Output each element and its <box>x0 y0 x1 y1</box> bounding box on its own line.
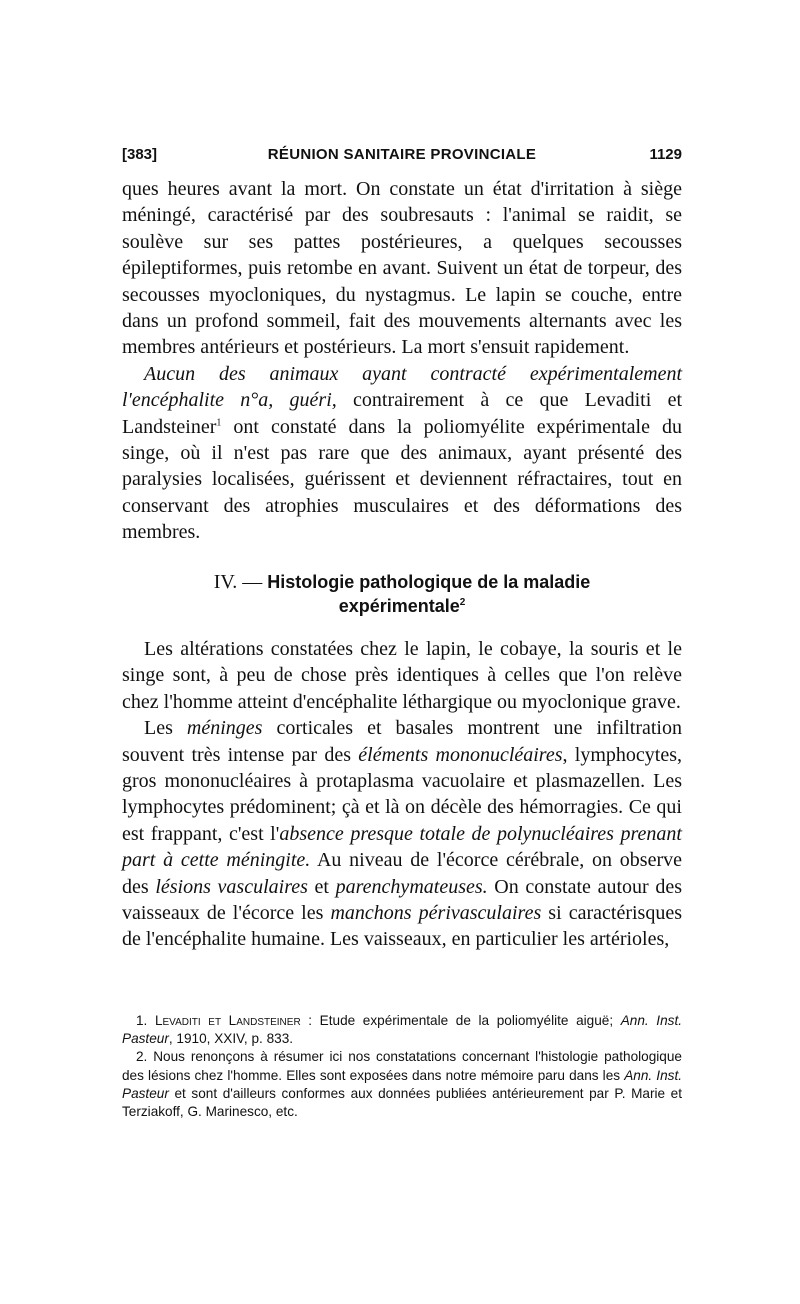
p4-text-4: Au niveau de l'écorce cérébrale, on observe des <box>122 849 682 898</box>
footnote-1-number: 1. <box>136 1013 148 1028</box>
footnote-1-text-b: , 1910, XXIV, p. 833. <box>168 1031 294 1047</box>
body-text-top <box>122 176 682 546</box>
paragraph-3: Les altérations constatées chez le lapin, le cobaye, la souris et le singe sont, à peu de chose près identiques à celles que l'on relève chez l'homme atteint d'encéphalite léthargique ou myoclonique grave. <box>122 638 682 713</box>
paragraph-2-text-a: contrairement à ce que Levaditi et Landsteiner <box>122 389 682 438</box>
footnote-2-number: 2. <box>136 1049 148 1065</box>
p4-italic-4: lésions vasculaires <box>155 875 308 898</box>
body-text-bottom <box>122 636 682 953</box>
running-header <box>122 142 682 168</box>
page-number: 1129 <box>649 146 682 163</box>
paragraph-2 <box>122 361 682 546</box>
section-heading-line-1 <box>122 570 682 594</box>
paragraph-2-italic: Aucun des animaux ayant contracté expérimentalement l'encéphalite n°a, guéri, <box>122 362 682 412</box>
section-dash: — <box>237 571 268 593</box>
section-number: IV. <box>213 571 238 593</box>
p4-italic-1: méninges <box>186 717 263 740</box>
p4-text-3: , lymphocytes, gros mononucléaires à protaplasma vacuolaire et plasmazellen. Les lymphocytes prédominent; çà et là on décèle des hémorragies. Ce qui est frappant, c'est l' <box>122 743 682 845</box>
section-title-line-2: expérimentale <box>338 596 460 616</box>
p4-italic-3: absence presque totale de polynucléaires prenant part à cette méningite. <box>122 822 682 872</box>
p4-text-6: On constate autour des vaisseaux de l'écorce les <box>122 875 682 925</box>
p4-text-2: corticales et basales montrent une infiltration souvent très intense par des <box>122 717 682 766</box>
section-title-line-1: Histologie pathologique de la maladie <box>267 572 591 592</box>
p4-italic-5: parenchymateuses. <box>335 875 488 898</box>
p4-italic-2: éléments mononucléaires <box>358 743 563 766</box>
footnote-1 <box>122 1012 682 1048</box>
section-heading <box>122 570 682 618</box>
running-title: RÉUNION SANITAIRE PROVINCIALE <box>267 146 537 163</box>
section-heading-line-2 <box>122 594 682 618</box>
p4-text-5: et <box>307 875 336 898</box>
footnote-1-authors: Levaditi et Landsteiner <box>154 1013 301 1028</box>
paragraph-2-text-b: ont constaté dans la poliomyélite expérimentale du singe, où il n'est pas rare que des animaux, ayant présenté des paralysies localisées, guérissent et deviennent réfractaires, tout en conservant des atrophies musculaires et des déformations des membres. <box>122 415 682 544</box>
footnote-2-text-b: et sont d'ailleurs conformes aux données publiées antérieurement par P. Marie et Terziakoff, G. Marinesco, etc. <box>122 1085 682 1120</box>
footnote-ref-1: 1 <box>216 417 222 428</box>
p4-italic-6: manchons périvasculaires <box>330 902 542 925</box>
p4-text-1: Les <box>144 717 187 740</box>
footnote-2-text-a: Nous renonçons à résumer ici nos constatations concernant l'histologie pathologique des lésions chez l'homme. Elles sont exposées dans notre mémoire paru dans les <box>122 1049 682 1083</box>
footnote-2 <box>122 1048 682 1121</box>
footnote-1-text-a: : Etude expérimentale de la poliomyélite aiguë; <box>300 1013 621 1028</box>
footnote-ref-2: 2 <box>459 597 466 608</box>
footnote-1-journal: Ann. Inst. Pasteur <box>122 1013 682 1047</box>
p4-text-7: si caractérisques de l'encéphalite humaine. Les vaisseaux, en particulier les artérioles, <box>122 902 682 951</box>
page-reference: [383] <box>122 146 158 163</box>
footnotes <box>122 1012 682 1121</box>
paragraph-1: ques heures avant la mort. On constate un état d'irritation à siège méningé, caractérisé par des soubresauts : l'animal se raidit, se soulève sur ses pattes postérieures, a quelques secousses épileptiformes, puis retombe en avant. Suivent un état de torpeur, des secousses myocloniques, du nystagmus. Le lapin se couche, entre dans un profond sommeil, fait des mouvements alternants avec les membres antérieurs et postérieurs. La mort s'ensuit rapidement. <box>122 178 682 359</box>
paragraph-4 <box>122 715 682 953</box>
footnote-2-journal: Ann. Inst. Pasteur <box>122 1067 682 1101</box>
